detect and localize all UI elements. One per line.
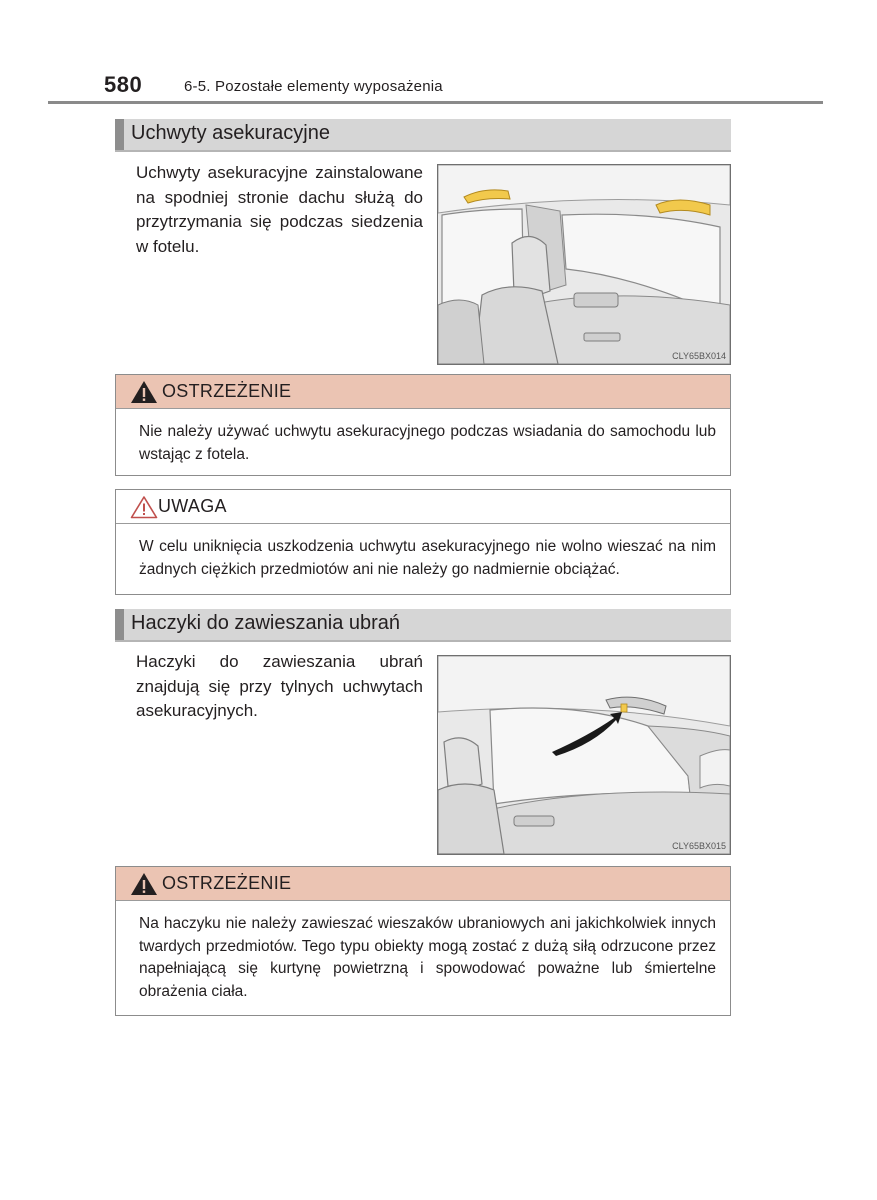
- warning-label: OSTRZEŻENIE: [162, 381, 292, 401]
- section-paragraph: Uchwyty asekuracyjne zainstalowane na spodniej stronie dachu służą do przytrzymania się podczas siedzenia w fotelu.: [136, 163, 423, 256]
- warning-text: Na haczyku nie należy zawieszać wieszaków ubraniowych ani jakichkolwiek innych twardych przedmiotów. Tego typu obiekty mogą zostać z dużą siłą odrzucone przez napełniającą się kurtynę powietrzną i spowodować poważne lub śmiertelne obrażenia ciała.: [139, 915, 716, 1000]
- warning-text: Nie należy używać uchwytu asekuracyjnego podczas wsiadania do samochodu lub wstając z fotela.: [139, 423, 716, 463]
- section-heading-coat-hooks: [115, 609, 731, 642]
- section-paragraph: Haczyki do zawieszania ubrań znajdują się przy tylnych uchwytach asekuracyjnych.: [136, 652, 423, 720]
- notice-box: [115, 489, 731, 595]
- section-title: Haczyki do zawieszania ubrań: [131, 612, 401, 634]
- warning-box-header: [116, 375, 730, 409]
- assist-grip-illustration: [437, 164, 731, 365]
- warning-triangle-icon: [130, 380, 158, 404]
- warning-triangle-icon: [130, 872, 158, 896]
- warning-label: OSTRZEŻENIE: [162, 873, 292, 893]
- chapter-title: 6-5. Pozostałe elementy wyposażenia: [184, 78, 443, 95]
- warning-box-header: [116, 867, 730, 901]
- notice-text: W celu uniknięcia uszkodzenia uchwytu asekuracyjnego nie wolno wieszać na nim żadnych ciężkich przedmiotów ani nie należy go nadmiernie obciążać.: [139, 538, 716, 578]
- warning-box: [115, 866, 731, 1016]
- section-title: Uchwyty asekuracyjne: [131, 122, 330, 144]
- notice-box-header: [116, 490, 730, 524]
- page-number: 580: [104, 72, 143, 97]
- coat-hook-illustration: [437, 655, 731, 855]
- section-heading-accent: [115, 609, 124, 640]
- notice-label: UWAGA: [158, 496, 227, 516]
- figure-code: CLY65BX014: [672, 351, 726, 361]
- section-heading-assist-grips: [115, 119, 731, 152]
- caution-triangle-outline-icon: [130, 495, 158, 519]
- warning-box: [115, 374, 731, 476]
- section-heading-accent: [115, 119, 124, 150]
- figure-code: CLY65BX015: [672, 841, 726, 851]
- header-divider: [48, 101, 823, 104]
